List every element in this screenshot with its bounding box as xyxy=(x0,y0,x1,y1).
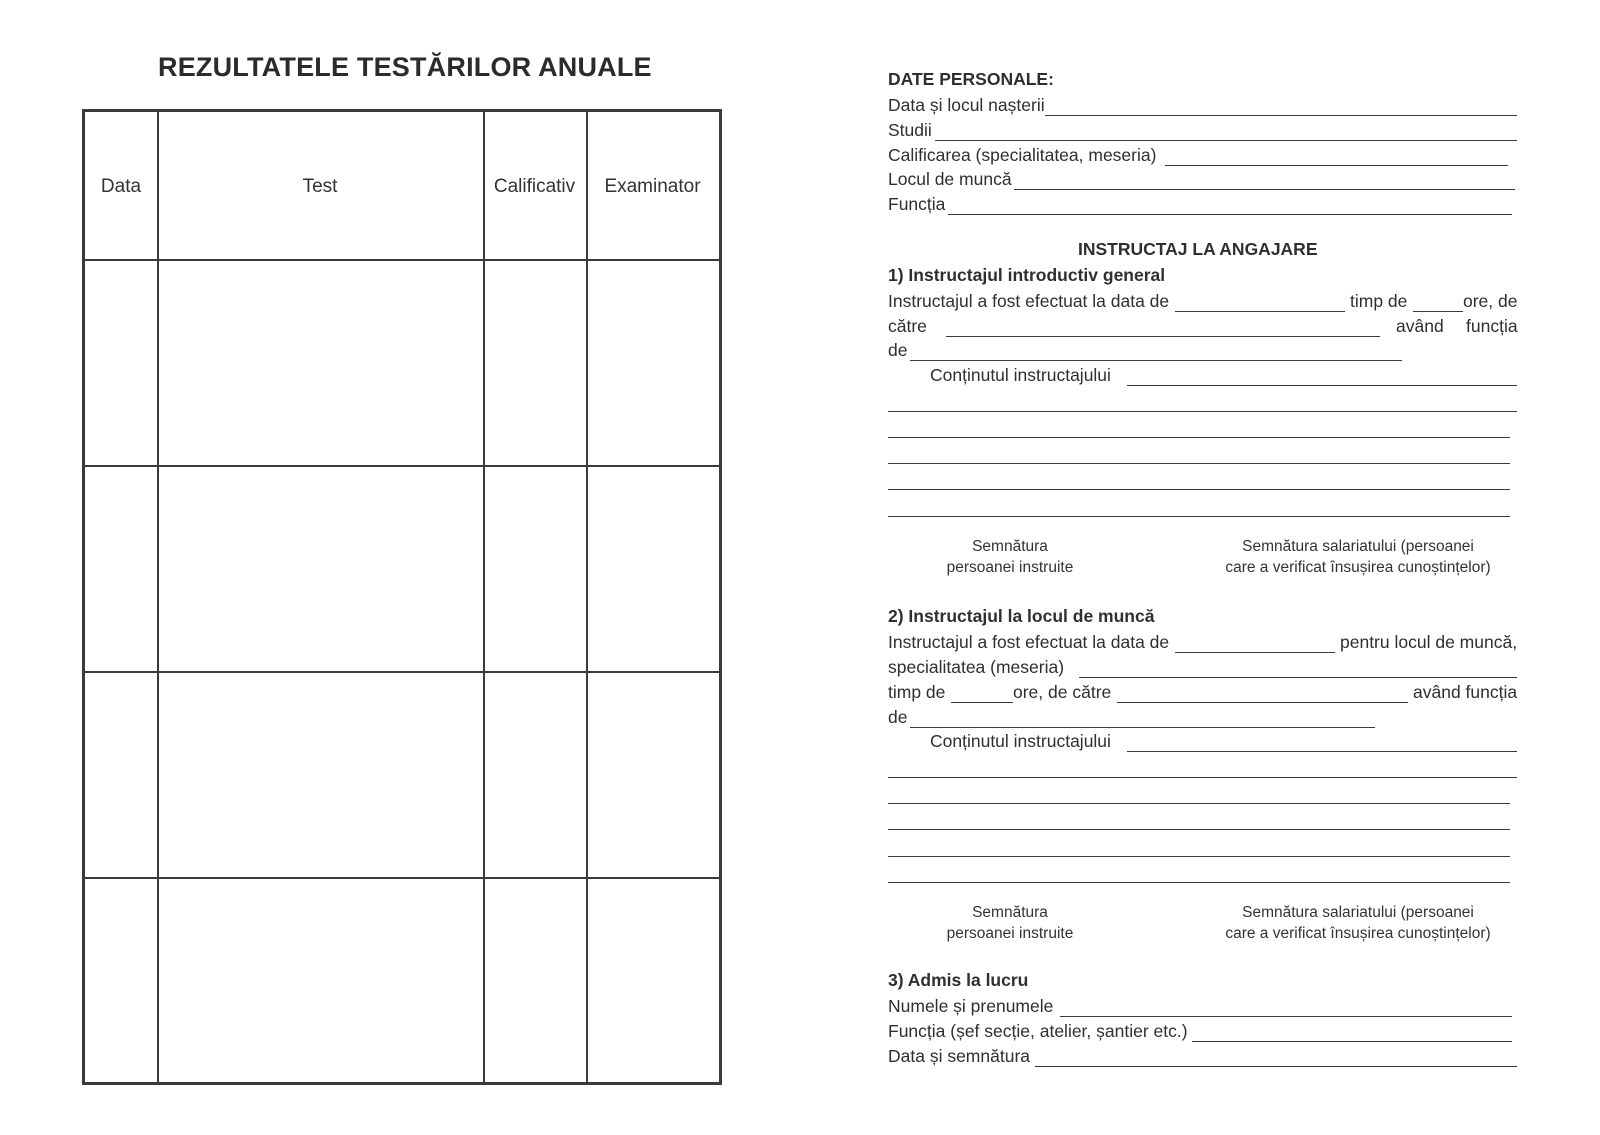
s2-content-line[interactable] xyxy=(1127,751,1517,752)
signature-label: Semnătura salariatului (persoanei xyxy=(1242,538,1474,555)
field-label-function: Funcția xyxy=(888,194,946,214)
header-examinator: Examinator xyxy=(604,175,701,197)
s2-content-label: Conținutul instructajului xyxy=(930,731,1111,751)
table-row[interactable] xyxy=(85,673,719,877)
s3-function-label: Funcția (șef secție, atelier, șantier etc.) xyxy=(888,1021,1188,1041)
s1-date-line[interactable] xyxy=(1175,311,1345,312)
signature-label: Semnătura xyxy=(972,538,1048,555)
function-input-line[interactable] xyxy=(948,214,1512,215)
signature-label: persoanei instruite xyxy=(946,559,1074,576)
s1-content-label: Conținutul instructajului xyxy=(930,365,1111,385)
s2-by-line[interactable] xyxy=(1117,702,1408,703)
section-title: INSTRUCTAJ LA ANGAJARE xyxy=(1078,239,1318,259)
s2-content-line[interactable] xyxy=(888,856,1510,857)
s1-content-line[interactable] xyxy=(888,463,1510,464)
s3-signature-line[interactable] xyxy=(1035,1066,1517,1067)
s2-function-line[interactable] xyxy=(910,727,1375,728)
s1-function-line[interactable] xyxy=(910,360,1402,361)
s3-name-line[interactable] xyxy=(1060,1016,1512,1017)
s2-de-label: de xyxy=(888,707,908,727)
s2-signature-trainee xyxy=(920,902,1100,944)
s3-date-label: Data și semnătura xyxy=(888,1046,1031,1066)
header-data: Data xyxy=(100,175,142,197)
s2-heading: 2) Instructajul la locul de muncă xyxy=(888,606,1155,626)
s1-de-label: de xyxy=(888,340,908,360)
field-label-studies: Studii xyxy=(888,120,932,140)
s1-by-line[interactable] xyxy=(946,336,1380,337)
s2-content-line[interactable] xyxy=(888,803,1510,804)
signature-label: care a verificat însușirea cunoștințelor) xyxy=(1225,925,1491,942)
s2-content-line[interactable] xyxy=(888,777,1517,778)
signature-label: Semnătura xyxy=(972,904,1048,921)
results-table xyxy=(82,109,722,1085)
s3-name-label: Numele și prenumele xyxy=(888,996,1054,1016)
s1-having-label: având xyxy=(1396,316,1444,336)
s1-content-line[interactable] xyxy=(888,516,1510,517)
table-row[interactable] xyxy=(85,879,719,1082)
s1-function-label: funcția xyxy=(1466,316,1518,336)
s2-specialty-line[interactable] xyxy=(1079,677,1517,678)
header-calificativ: Calificativ xyxy=(493,175,576,197)
field-label-workplace: Locul de muncă xyxy=(888,169,1012,189)
s1-signature-employee xyxy=(1208,536,1508,578)
birth-input-line[interactable] xyxy=(1045,115,1517,116)
s1-content-line[interactable] xyxy=(888,411,1517,412)
s3-function-line[interactable] xyxy=(1192,1041,1512,1042)
table-row[interactable] xyxy=(85,261,719,465)
s2-content-line[interactable] xyxy=(888,829,1510,830)
s2-hours-line[interactable] xyxy=(951,702,1013,703)
s1-hours-line[interactable] xyxy=(1413,311,1463,312)
signature-label: care a verificat însușirea cunoștințelor) xyxy=(1225,559,1491,576)
s1-content-line[interactable] xyxy=(888,437,1510,438)
s2-by-label: ore, de către xyxy=(1013,682,1112,702)
s2-signature-employee xyxy=(1208,902,1508,944)
qualification-input-line[interactable] xyxy=(1165,165,1508,166)
s1-hours-label: ore, de xyxy=(1463,291,1518,311)
s1-heading: 1) Instructajul introductiv general xyxy=(888,265,1166,285)
s2-function-label: având funcția xyxy=(1413,682,1518,702)
signature-label: persoanei instruite xyxy=(946,925,1074,942)
s2-date-label: Instructajul a fost efectuat la data de xyxy=(888,632,1170,652)
page-title: REZULTATELE TESTĂRILOR ANUALE xyxy=(158,52,652,82)
s2-specialty-label: specialitatea (meseria) xyxy=(888,657,1065,677)
personal-heading: DATE PERSONALE: xyxy=(888,69,1054,89)
s2-date-line[interactable] xyxy=(1175,652,1335,653)
table-row[interactable] xyxy=(85,467,719,671)
s1-by-label: către xyxy=(888,316,927,336)
s2-content-line[interactable] xyxy=(888,882,1510,883)
s2-time-label: timp de xyxy=(888,682,946,702)
s1-content-line[interactable] xyxy=(888,489,1510,490)
s1-signature-trainee xyxy=(920,536,1100,578)
signature-label: Semnătura salariatului (persoanei xyxy=(1242,904,1474,921)
field-label-birth: Data și locul nașterii xyxy=(888,95,1045,115)
s1-time-label: timp de xyxy=(1350,291,1408,311)
s3-heading: 3) Admis la lucru xyxy=(888,970,1029,990)
s2-workplace-label: pentru locul de muncă, xyxy=(1340,632,1518,652)
studies-input-line[interactable] xyxy=(935,140,1517,141)
workplace-input-line[interactable] xyxy=(1014,189,1515,190)
s1-content-line[interactable] xyxy=(1127,385,1517,386)
s1-date-label: Instructajul a fost efectuat la data de xyxy=(888,291,1170,311)
field-label-qualification: Calificarea (specialitatea, meseria) xyxy=(888,145,1157,165)
header-test: Test xyxy=(302,175,338,197)
